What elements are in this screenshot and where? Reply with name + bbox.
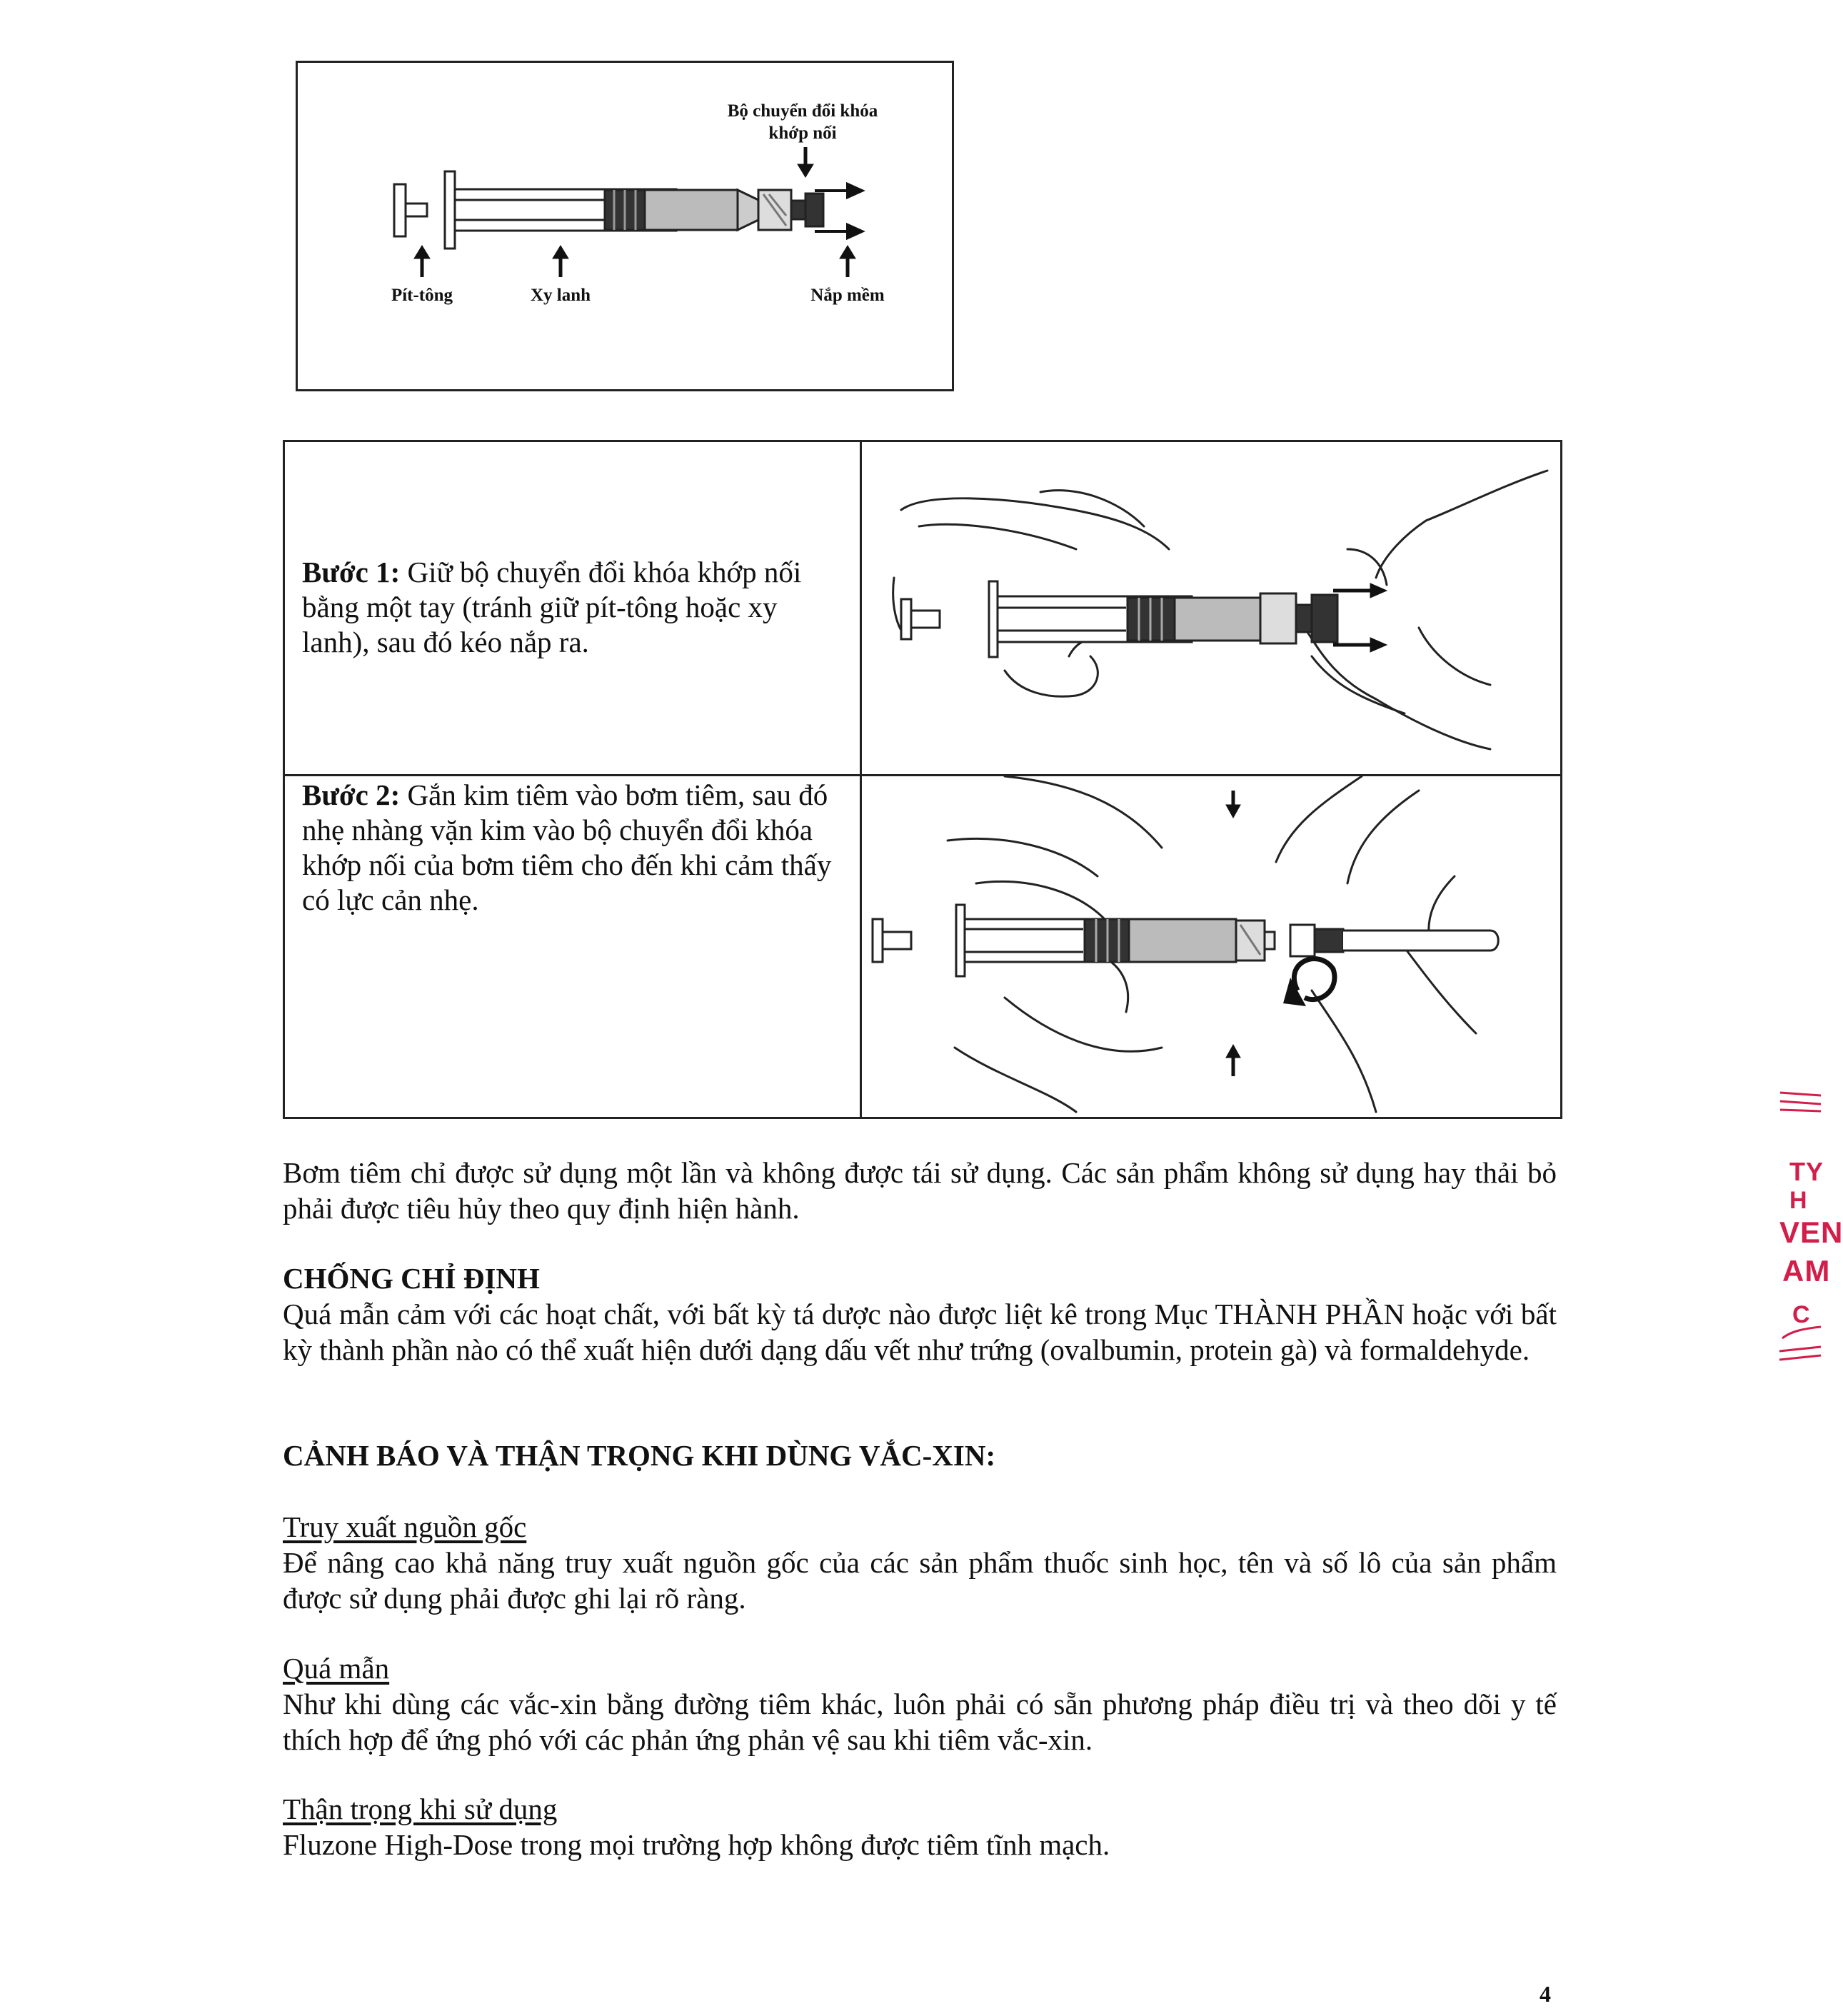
stamp-line-5: C bbox=[1792, 1301, 1811, 1328]
intro-paragraph: Bơm tiêm chỉ được sử dụng một lần và không được tái sử dụng. Các sản phẩm không sử dụng hay thải bỏ phải được tiêu hủy theo quy định hiện hành. bbox=[283, 1156, 1557, 1225]
step-1-illustration-icon bbox=[862, 442, 1562, 772]
contraindications-text: Quá mẫn cảm với các hoạt chất, với bất kỳ tá dược nào được liệt kê trong Mục THÀNH PHẦN hoặc với bất kỳ thành phần nào có thể xuất hiện dưới dạng dấu vết như trứng (ovalbumin, protein gà) và formaldehyde. bbox=[283, 1298, 1557, 1366]
plunger-label: Pít-tông bbox=[391, 286, 453, 305]
step-1-label: Bước 1: bbox=[302, 556, 401, 588]
step-1-body: Giữ bộ chuyển đổi khóa khớp nối bằng một tay (tránh giữ pít-tông hoặc xy lanh), sau đó kéo nắp ra. bbox=[302, 556, 802, 658]
syringe-diagram-figure bbox=[296, 61, 954, 391]
company-stamp bbox=[1777, 1085, 1843, 1371]
steps-table bbox=[283, 440, 1562, 1119]
stamp-line-1: TY bbox=[1789, 1157, 1824, 1186]
step-2-text bbox=[302, 778, 852, 918]
warnings-heading: CẢNH BÁO VÀ THẬN TRỌNG KHI DÙNG VẮC-XIN: bbox=[283, 1439, 996, 1472]
barrel-label: Xy lanh bbox=[530, 286, 591, 305]
step-1-text bbox=[302, 555, 852, 660]
precautions-title: Thận trọng khi sử dụng bbox=[283, 1792, 558, 1825]
contraindications-heading: CHỐNG CHỈ ĐỊNH bbox=[283, 1262, 540, 1295]
hypersensitivity-title: Quá mẫn bbox=[283, 1652, 390, 1685]
step-2-body: Gắn kim tiêm vào bơm tiêm, sau đó nhẹ nhàng vặn kim vào bộ chuyển đổi khóa khớp nối của bơm tiêm cho đến khi cảm thấy có lực cản nhẹ. bbox=[302, 778, 832, 916]
step-2-illustration-icon bbox=[862, 776, 1562, 1118]
tip-cap-label: Nắp mềm bbox=[810, 286, 885, 305]
stamp-line-3: VEN bbox=[1779, 1215, 1843, 1249]
traceability-text: Để nâng cao khả năng truy xuất nguồn gốc của các sản phẩm thuốc sinh học, tên và số lô của sản phẩm được sử dụng phải được ghi lại rõ ràng. bbox=[283, 1546, 1557, 1615]
stamp-line-4: AM bbox=[1782, 1254, 1831, 1288]
page-number: 4 bbox=[1540, 1981, 1551, 2007]
precautions-text: Fluzone High-Dose trong mọi trường hợp không được tiêm tĩnh mạch. bbox=[283, 1828, 1110, 1861]
adapter-callout-label: Bộ chuyển đổi khóa khớp nối bbox=[727, 101, 878, 143]
hypersensitivity-text: Như khi dùng các vắc-xin bằng đường tiêm khác, luôn phải có sẵn phương pháp điều trị và theo dõi y tế thích hợp để ứng phó với các phản ứng phản vệ sau khi tiêm vắc-xin. bbox=[283, 1687, 1557, 1756]
stamp-line-2: H bbox=[1789, 1187, 1808, 1214]
traceability-title: Truy xuất nguồn gốc bbox=[283, 1510, 527, 1543]
step-2-label: Bước 2: bbox=[302, 778, 401, 811]
